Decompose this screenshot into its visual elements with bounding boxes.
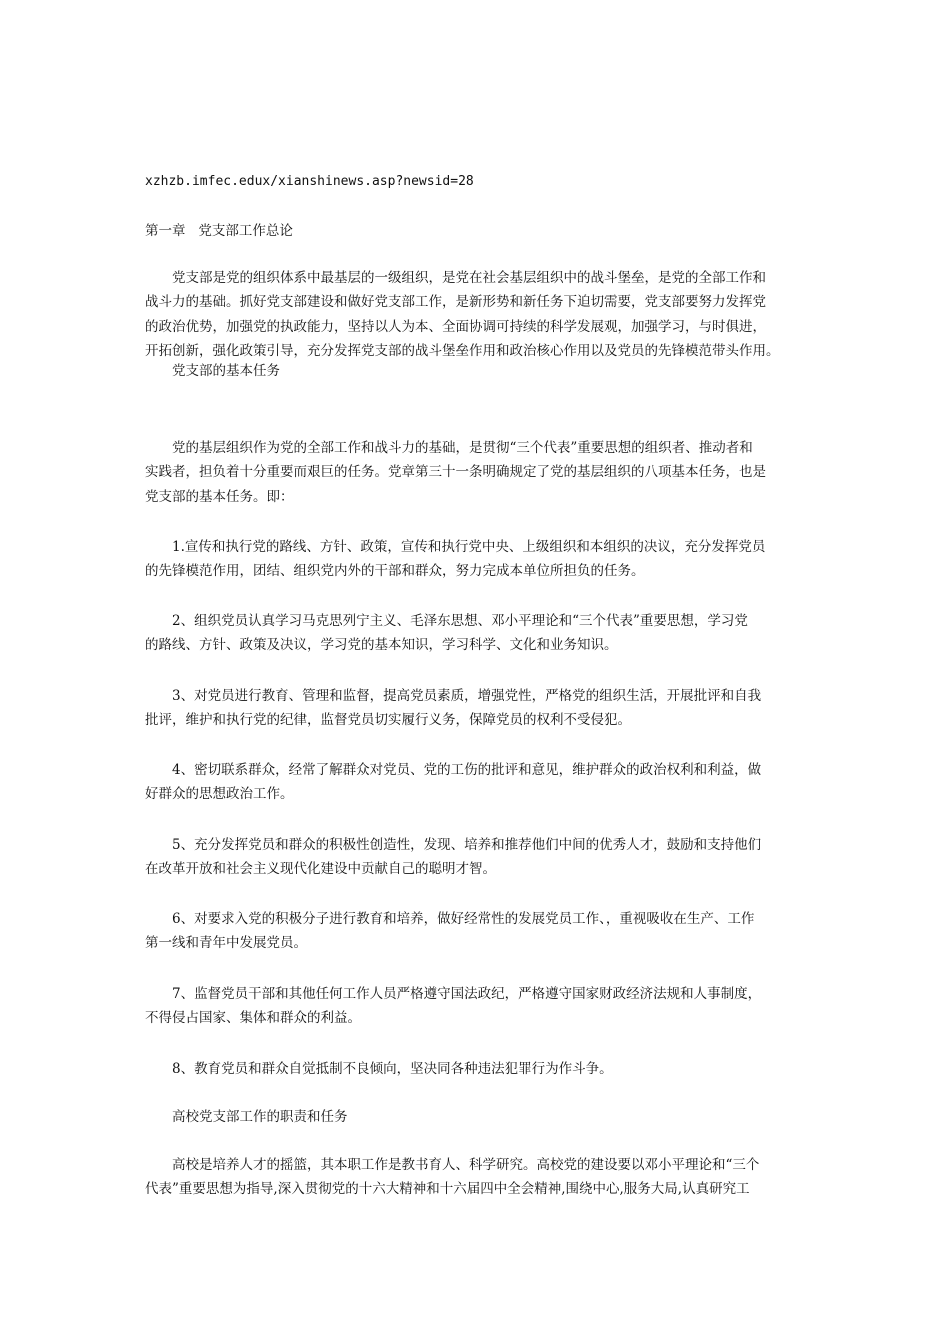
paragraph-line: 实践者，担负着十分重要而艰巨的任务。党章第三十一条明确规定了党的基层组织的八项基本任务，也是 (145, 464, 766, 481)
paragraph-line: 高校是培养人才的摇篮，其本职工作是教书育人、科学研究。高校党的建设要以邓小平理论和“三个 (172, 1157, 760, 1173)
paragraph-line: 7、监督党员干部和其他任何工作人员严格遵守国法政纪，严格遵守国家财政经济法规和人事制度， (172, 986, 762, 1002)
paragraph-line: 4、密切联系群众，经常了解群众对党员、党的工伤的批评和意见，维护群众的政治权利和利益，做 (172, 762, 762, 778)
paragraph-line: 批评，维护和执行党的纪律，监督党员切实履行义务，保障党员的权利不受侵犯。 (145, 712, 631, 729)
paragraph-line: 党支部是党的组织体系中最基层的一级组织，是党在社会基层组织中的战斗堡垒，是党的全部工作和 (172, 270, 766, 286)
paragraph-line: 3、对党员进行教育、管理和监督，提高党员素质，增强党性，严格党的组织生活，开展批评和自我 (172, 688, 762, 704)
task-item-7 (145, 982, 815, 1031)
paragraph-line: 2、组织党员认真学习马克思列宁主义、毛泽东思想、邓小平理论和“三个代表”重要思想，学习党 (172, 613, 748, 629)
paragraph-line: 1.宣传和执行党的路线、方针、政策，宣传和执行党中央、上级组织和本组织的决议，充分发挥党员 (172, 539, 766, 555)
chapter-title: 第一章 党支部工作总论 (145, 223, 293, 239)
basic-tasks-heading: 党支部的基本任务 (172, 363, 280, 379)
paragraph-line: 党的基层组织作为党的全部工作和战斗力的基础，是贯彻“三个代表”重要思想的组织者、推动者和 (172, 440, 753, 456)
paragraph-line: 好群众的思想政治工作。 (145, 786, 294, 803)
college-intro-paragraph (145, 1153, 815, 1202)
paragraph-line: 开拓创新，强化政策引导，充分发挥党支部的战斗堡垒作用和政治核心作用以及党员的先锋模范带头作用。 (145, 342, 780, 359)
basic-tasks-intro-paragraph (145, 436, 815, 509)
paragraph-line: 的路线、方针、政策及决议，学习党的基本知识，学习科学、文化和业务知识。 (145, 637, 618, 654)
paragraph-line: 战斗力的基础。抓好党支部建设和做好党支部工作，是新形势和新任务下迫切需要，党支部要努力发挥党 (145, 294, 766, 311)
task-item-5 (145, 833, 815, 882)
paragraph-line: 代表”重要思想为指导,深入贯彻党的十六大精神和十六届四中全会精神,围绕中心,服务大局,认真研究工 (145, 1181, 750, 1198)
paragraph-line: 在改革开放和社会主义现代化建设中贡献自己的聪明才智。 (145, 861, 496, 878)
paragraph-line: 第一线和青年中发展党员。 (145, 935, 307, 952)
paragraph-line: 5、充分发挥党员和群众的积极性创造性，发现、培养和推荐他们中间的优秀人才，鼓励和支持他们 (172, 837, 762, 853)
task-item-8 (145, 1057, 815, 1081)
college-heading: 高校党支部工作的职责和任务 (172, 1109, 348, 1125)
paragraph-line: 的政治优势，加强党的执政能力，坚持以人为本、全面协调可持续的科学发展观，加强学习，与时俱进， (145, 318, 766, 335)
paragraph-line: 党支部的基本任务。即： (145, 488, 294, 505)
intro-paragraph (145, 266, 815, 363)
task-item-1 (145, 535, 815, 584)
task-item-2 (145, 609, 815, 658)
paragraph-line: 8、教育党员和群众自觉抵制不良倾向，坚决同各种违法犯罪行为作斗争。 (172, 1061, 613, 1077)
paragraph-line: 的先锋模范作用，团结、组织党内外的干部和群众，努力完成本单位所担负的任务。 (145, 563, 645, 580)
paragraph-line: 6、对要求入党的积极分子进行教育和培养，做好经常性的发展党员工作、，重视吸收在生产、工作 (172, 911, 755, 927)
task-item-6 (145, 907, 815, 956)
source-url: xzhzb.imfec.edux/xianshinews.asp?newsid=28 (145, 174, 474, 189)
task-item-3 (145, 684, 815, 733)
paragraph-line: 不得侵占国家、集体和群众的利益。 (145, 1010, 361, 1027)
task-item-4 (145, 758, 815, 807)
